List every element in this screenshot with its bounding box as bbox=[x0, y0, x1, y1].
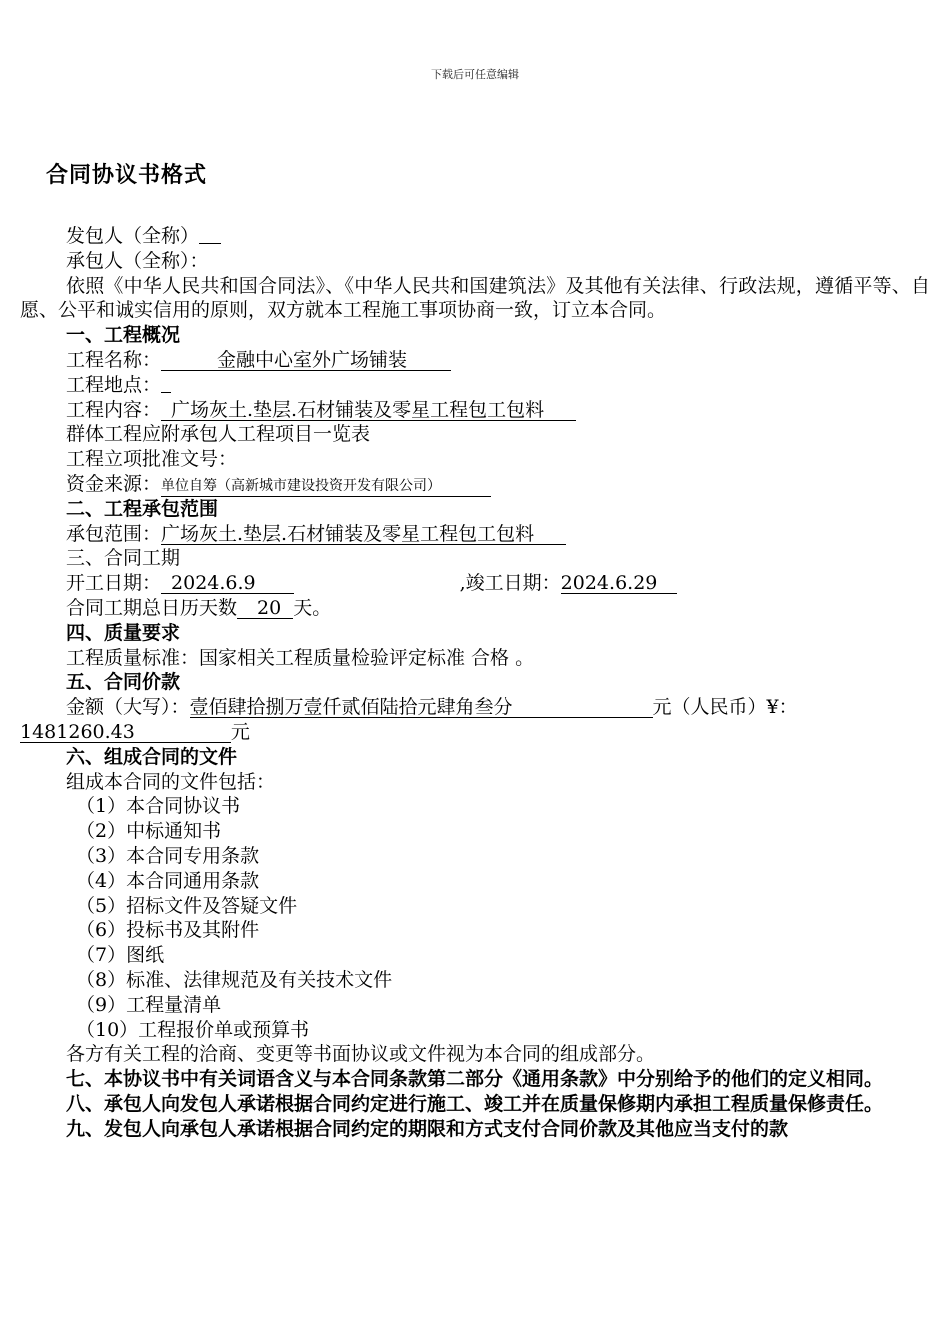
project-name-line bbox=[20, 348, 930, 373]
duration-label: 合同工期总日历天数 bbox=[66, 596, 238, 619]
document-title: 合同协议书格式 bbox=[46, 162, 208, 188]
document-item: （8）标准、法律规范及有关技术文件 bbox=[76, 968, 393, 991]
currency-label: 元（人民币）¥： bbox=[652, 696, 798, 719]
fund-source-line bbox=[20, 472, 930, 497]
project-content-line bbox=[20, 398, 930, 423]
start-date-label: 开工日期： bbox=[66, 572, 162, 595]
duration-value: 20 bbox=[237, 598, 293, 619]
project-location-label: 工程地点： bbox=[66, 373, 162, 396]
section-2-heading: 二、工程承包范围 bbox=[66, 497, 219, 520]
basis-paragraph: 依照《中华人民共和国合同法》、《中华人民共和国建筑法》及其他有关法律、行政法规，遵循平等、自愿、公平和诚实信用的原则，双方就本工程施工事项协商一致，订立本合同。 bbox=[20, 274, 930, 322]
section-8-paragraph: 八、承包人向发包人承诺根据合同约定进行施工、竣工并在质量保修期内承担工程质量保修责任。 bbox=[66, 1092, 884, 1115]
page-header-note: 下载后可任意编辑 bbox=[431, 68, 519, 81]
section-3-heading: 三、合同工期 bbox=[66, 547, 181, 570]
employer-line bbox=[20, 224, 930, 249]
project-content-label: 工程内容： bbox=[66, 398, 162, 421]
section-5-heading: 五、合同价款 bbox=[66, 671, 181, 694]
project-location-line bbox=[20, 373, 930, 398]
approval-number-line: 工程立项批准文号： bbox=[66, 448, 238, 471]
section-7-paragraph: 七、本协议书中有关词语含义与本合同条款第二部分《通用条款》中分别给予的他们的定义相同。 bbox=[66, 1068, 884, 1091]
project-name-label: 工程名称： bbox=[66, 348, 162, 371]
section-9-paragraph: 九、发包人向承包人承诺根据合同约定的期限和方式支付合同价款及其他应当支付的款 bbox=[66, 1117, 789, 1140]
documents-closing: 各方有关工程的洽商、变更等书面协议或文件视为本合同的组成部分。 bbox=[66, 1043, 656, 1066]
document-item: （7）图纸 bbox=[76, 944, 165, 967]
quality-standard-line: 工程质量标准：国家相关工程质量检验评定标准 合格 。 bbox=[66, 646, 535, 669]
project-location-blank bbox=[161, 374, 171, 393]
section-1-heading: 一、工程概况 bbox=[66, 324, 181, 347]
group-project-note: 群体工程应附承包人工程项目一览表 bbox=[66, 423, 371, 446]
fund-source-value: 单位自筹（高新城市建设投资开发有限公司） bbox=[161, 476, 491, 497]
document-item: （5）招标文件及答疑文件 bbox=[76, 894, 298, 917]
amount-unit: 元 bbox=[230, 720, 250, 743]
amount-words-value: 壹佰肆拾捌万壹仟贰佰陆拾元肆角叁分 bbox=[190, 697, 653, 718]
employer-blank bbox=[199, 225, 221, 244]
amount-words-line bbox=[20, 695, 930, 720]
project-content-value: 广场灰土.垫层.石材铺装及零星工程包工包料 bbox=[161, 400, 576, 421]
employer-label: 发包人（全称） bbox=[66, 225, 200, 247]
contractor-line: 承包人（全称）： bbox=[66, 249, 209, 272]
documents-intro: 组成本合同的文件包括： bbox=[66, 770, 276, 793]
document-item: （9）工程量清单 bbox=[76, 993, 222, 1016]
document-item: （4）本合同通用条款 bbox=[76, 869, 260, 892]
scope-value: 广场灰土.垫层.石材铺装及零星工程包工包料 bbox=[161, 524, 566, 545]
end-date-value: 2024.6.29 bbox=[561, 573, 678, 594]
section-6-heading: 六、组成合同的文件 bbox=[66, 745, 238, 768]
scope-label: 承包范围： bbox=[66, 522, 162, 545]
document-item: （10）工程报价单或预算书 bbox=[76, 1018, 310, 1041]
amount-words-label: 金额（大写）： bbox=[66, 696, 190, 719]
duration-unit: 天。 bbox=[293, 596, 332, 619]
document-item: （6）投标书及其附件 bbox=[76, 919, 260, 942]
duration-line bbox=[20, 596, 930, 621]
dates-line bbox=[20, 571, 930, 596]
end-date-label: ,竣工日期： bbox=[459, 572, 561, 595]
section-4-heading: 四、质量要求 bbox=[66, 621, 181, 644]
document-item: （2）中标通知书 bbox=[76, 820, 222, 843]
start-date-value: 2024.6.9 bbox=[161, 573, 294, 594]
amount-figure-value: 1481260.43 bbox=[20, 722, 231, 743]
scope-line bbox=[20, 522, 930, 547]
project-name-value: 金融中心室外广场铺装 bbox=[161, 350, 451, 371]
document-item: （1）本合同协议书 bbox=[76, 795, 241, 818]
document-item: （3）本合同专用条款 bbox=[76, 844, 260, 867]
fund-source-label: 资金来源： bbox=[66, 472, 162, 495]
amount-figure-line bbox=[20, 720, 930, 745]
contract-body bbox=[20, 224, 930, 1141]
